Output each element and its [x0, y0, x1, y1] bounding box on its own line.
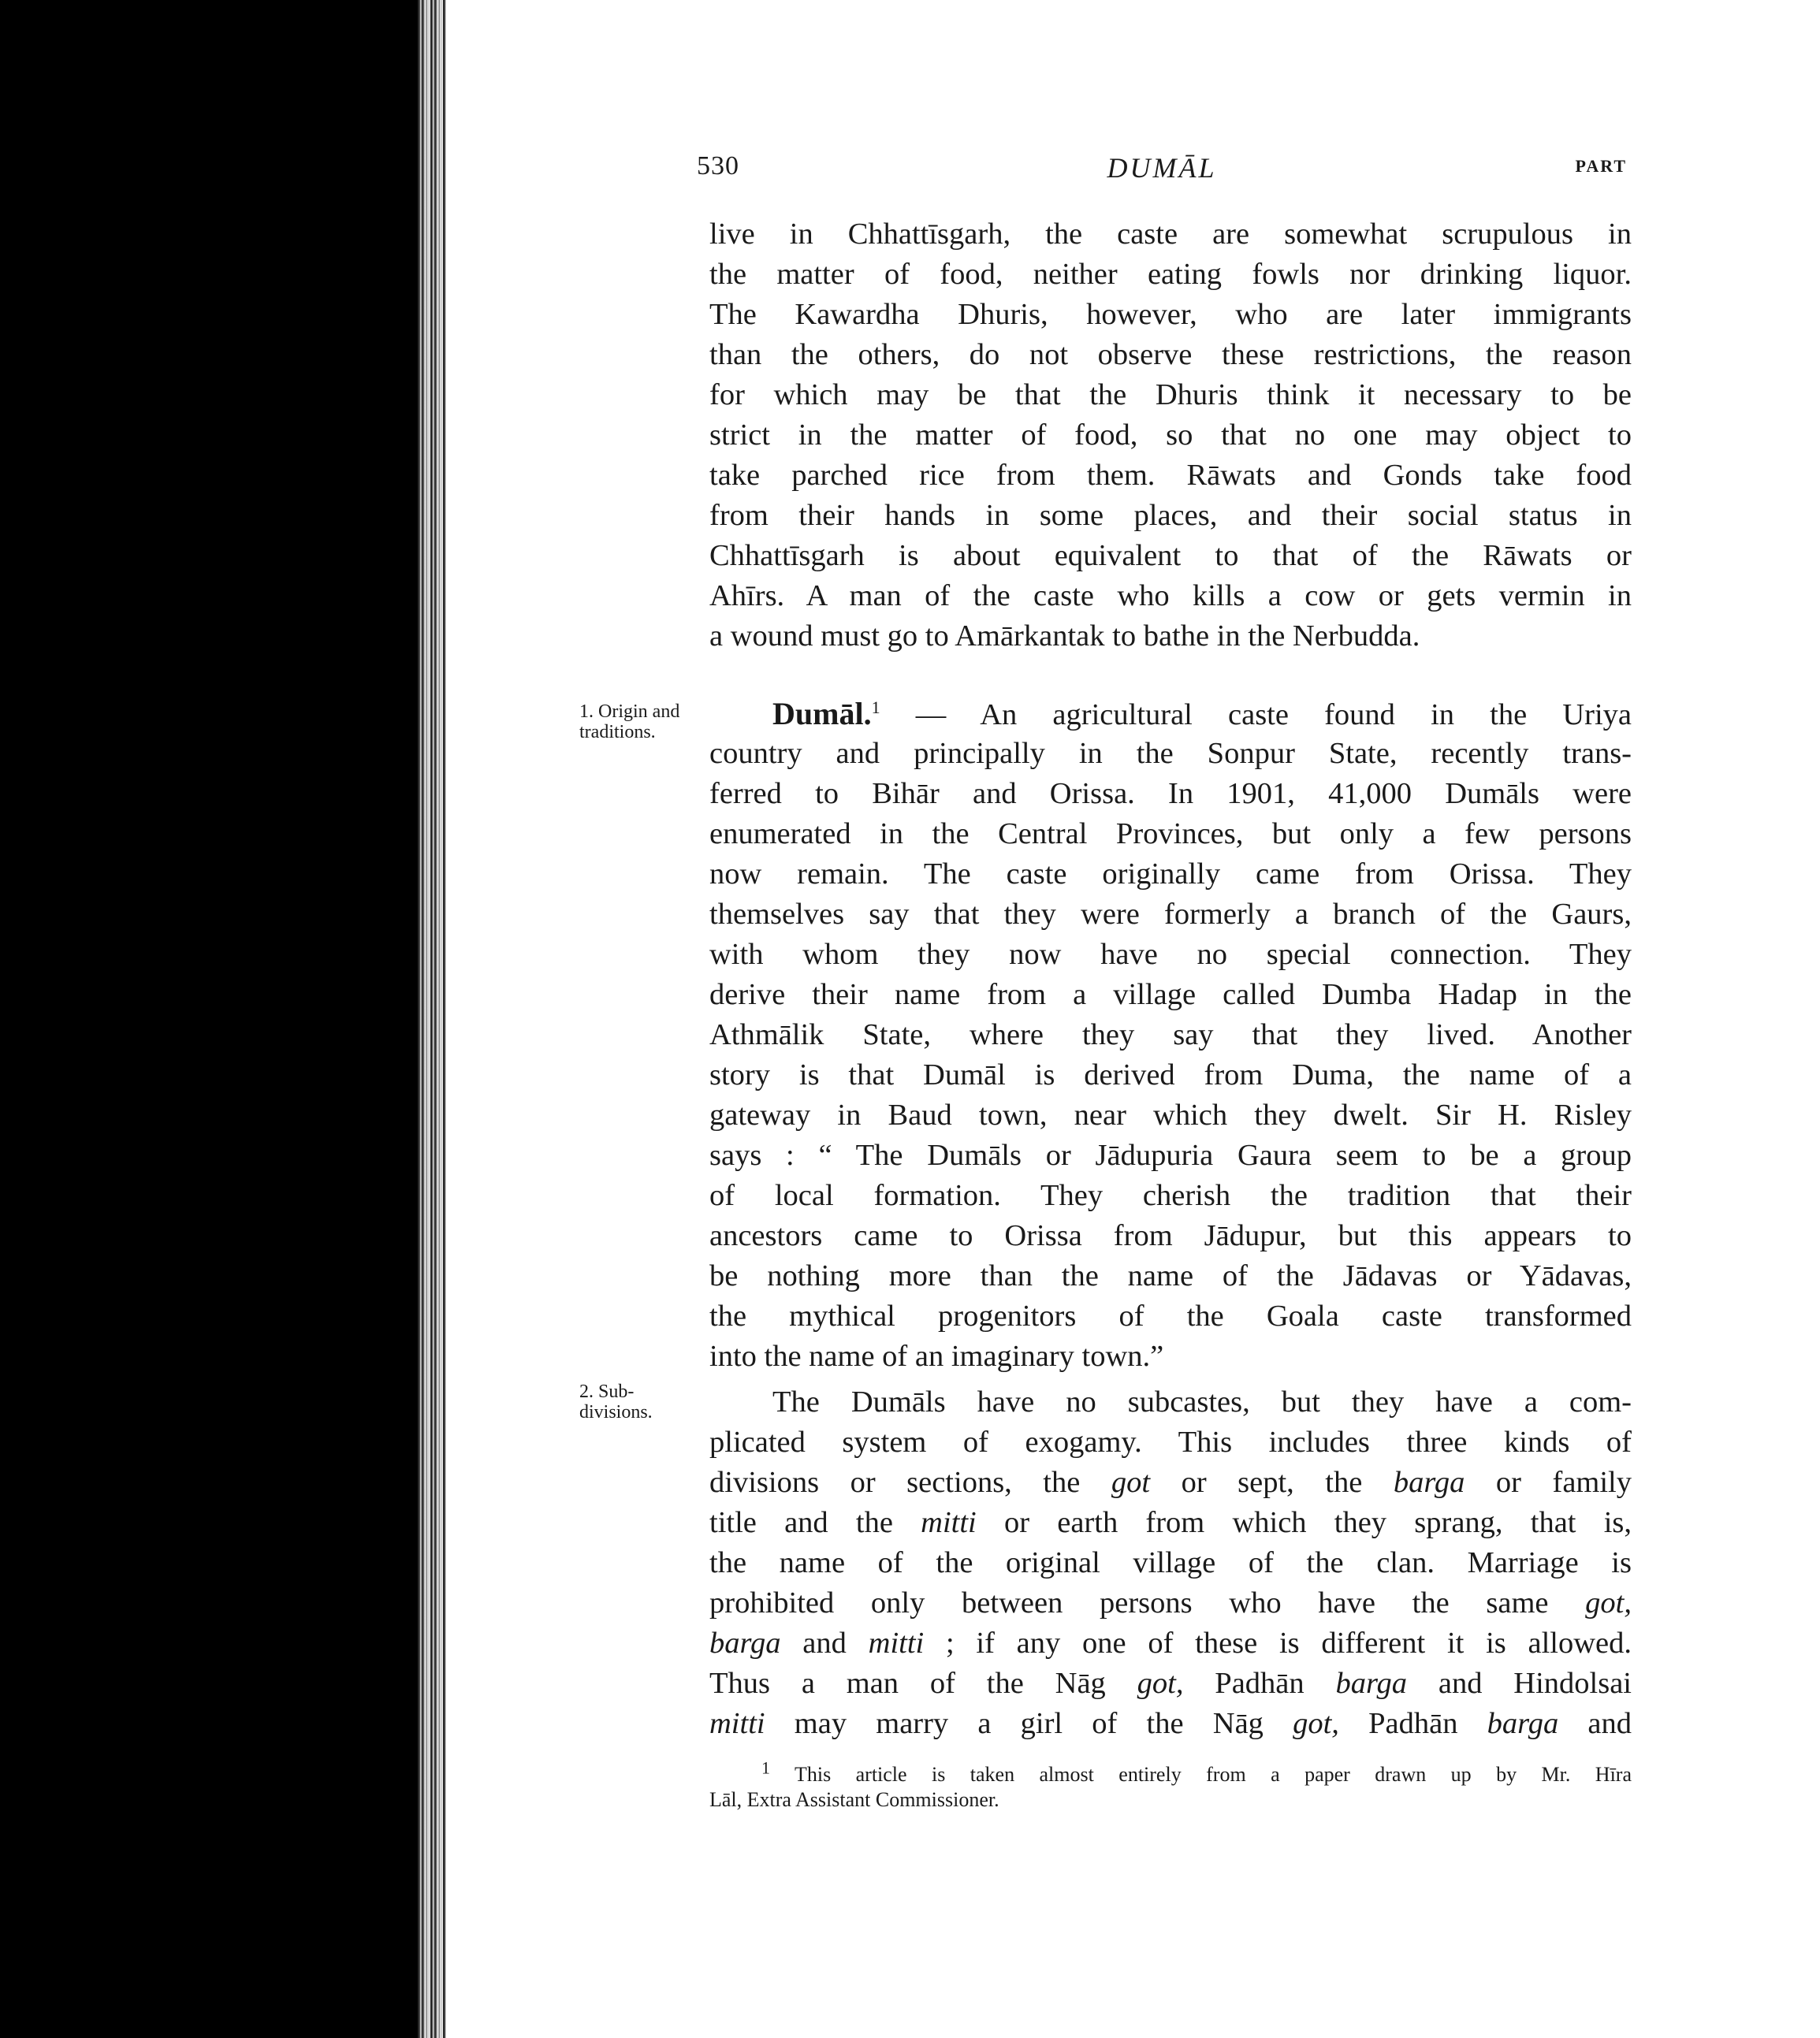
footnote-text: This article is taken almost entirely from a paper drawn up by Mr. Hīra: [770, 1763, 1632, 1786]
footnote-line: Lāl, Extra Assistant Commissioner.: [709, 1788, 999, 1811]
text-line: enumerated in the Central Provinces, but only a few persons: [709, 817, 1632, 850]
text-span: or earth from which they sprang, that is,: [976, 1506, 1632, 1539]
text-line: [709, 1503, 1632, 1543]
text-line: country and principally in the Sonpur State, recently trans-: [709, 737, 1632, 770]
text-span: plicated system of exogamy. This includes three kinds of: [709, 1426, 1632, 1459]
italic-term: barga: [1393, 1466, 1465, 1499]
text-line: Athmālik State, where they say that they lived. Another: [709, 1018, 1632, 1051]
text-span: The Dumāls have no subcastes, but they have a com-: [772, 1385, 1632, 1419]
text-line: strict in the matter of food, so that no one may object to: [709, 418, 1632, 452]
italic-term: barga: [1487, 1707, 1559, 1740]
text-line: the matter of food, neither eating fowls nor drinking liquor.: [709, 258, 1632, 291]
text-span: and: [780, 1627, 869, 1660]
text-span: may marry a girl of the Nāg: [765, 1707, 1293, 1740]
scan-gutter-shadow: [0, 0, 418, 2038]
text-span: prohibited only between persons who have the same: [709, 1586, 1586, 1620]
footnote-marker: 1: [761, 1757, 770, 1778]
text-line: [709, 1423, 1632, 1463]
text-line: from their hands in some places, and their social status in: [709, 499, 1632, 532]
text-line: Ahīrs. A man of the caste who kills a cow or gets vermin in: [709, 579, 1632, 612]
italic-term: got,: [1293, 1707, 1339, 1740]
italic-term: barga: [1335, 1667, 1408, 1700]
page-number: 530: [697, 151, 739, 180]
subdivisions-paragraph: [709, 1382, 1632, 1744]
footnote-line: [709, 1757, 1632, 1787]
text-line: derive their name from a village called Dumba Hadap in the: [709, 978, 1632, 1011]
italic-term: barga: [709, 1627, 781, 1660]
text-span: Padhān: [1338, 1707, 1487, 1740]
text-line: story is that Dumāl is derived from Duma, the name of a: [709, 1058, 1632, 1092]
text-span: or family: [1465, 1466, 1632, 1499]
italic-term: mitti: [868, 1627, 925, 1660]
italic-term: mitti: [921, 1506, 977, 1539]
text-line: than the others, do not observe these restrictions, the reason: [709, 338, 1632, 371]
running-part-label: PART: [1575, 156, 1627, 176]
text-span: title and the: [709, 1506, 921, 1539]
margin-note-subdivisions: 2. Sub-divisions.: [579, 1382, 653, 1423]
running-title: DUMĀL: [1107, 152, 1217, 184]
text-line: ferred to Bihār and Orissa. In 1901, 41,000 Dumāls were: [709, 777, 1632, 810]
paragraph-first-line: [709, 694, 1632, 734]
continued-paragraph: [709, 214, 1632, 656]
text-span: and Hindolsai: [1407, 1667, 1632, 1700]
text-line: gateway in Baud town, near which they dwelt. Sir H. Risley: [709, 1099, 1632, 1132]
text-line: says : “ The Dumāls or Jādupuria Gaura seem to be a group: [709, 1139, 1632, 1172]
italic-term: got,: [1585, 1586, 1632, 1620]
running-head: [697, 151, 1627, 192]
entry-headword: Dumāl.: [772, 696, 872, 731]
text-span: divisions or sections, the: [709, 1466, 1111, 1499]
text-line: [709, 1543, 1632, 1583]
italic-term: mitti: [709, 1707, 765, 1740]
text-span: ; if any one of these is different it is allowed.: [924, 1627, 1632, 1660]
text-line: into the name of an imaginary town.”: [709, 1340, 1164, 1373]
margin-note-origin: 1. Origin and traditions.: [579, 701, 680, 742]
text-span: the name of the original village of the clan. Marriage is: [709, 1546, 1632, 1579]
text-span: Thus a man of the Nāg: [709, 1667, 1137, 1700]
text-line: a wound must go to Amārkantak to bathe in the Nerbudda.: [709, 619, 1420, 653]
footnote-reference: 1: [871, 697, 880, 718]
text-line: The Kawardha Dhuris, however, who are later immigrants: [709, 298, 1632, 331]
text-line: [709, 1463, 1632, 1503]
text-line: the mythical progenitors of the Goala caste transformed: [709, 1300, 1632, 1333]
text-line: be nothing more than the name of the Jādavas or Yādavas,: [709, 1259, 1632, 1292]
text-line: [709, 1583, 1632, 1623]
text-line: take parched rice from them. Rāwats and Gonds take food: [709, 459, 1632, 492]
text-line: [709, 1382, 1632, 1423]
text-line: ancestors came to Orissa from Jādupur, but this appears to: [709, 1219, 1632, 1252]
text-line: [709, 1623, 1632, 1664]
text-span: and: [1558, 1707, 1632, 1740]
text-span: or sept, the: [1150, 1466, 1394, 1499]
italic-term: got,: [1137, 1667, 1184, 1700]
text-line: for which may be that the Dhuris think it necessary to be: [709, 378, 1632, 411]
dumal-article-paragraph: [709, 694, 1632, 1377]
italic-term: got: [1111, 1466, 1151, 1499]
scan-gutter-edge: [418, 0, 446, 2038]
text-span: Padhān: [1183, 1667, 1336, 1700]
text-line: [709, 1704, 1632, 1744]
text-line: live in Chhattīsgarh, the caste are somewhat scrupulous in: [709, 218, 1632, 251]
footnote: [709, 1757, 1632, 1813]
text-line: now remain. The caste originally came from Orissa. They: [709, 857, 1632, 891]
text-line: with whom they now have no special connection. They: [709, 938, 1632, 971]
text-line: of local formation. They cherish the tradition that their: [709, 1179, 1632, 1212]
text-line: themselves say that they were formerly a branch of the Gaurs,: [709, 898, 1632, 931]
text-line: [709, 1664, 1632, 1704]
paragraph-first-line-text: — An agricultural caste found in the Uriya: [880, 698, 1632, 731]
text-line: Chhattīsgarh is about equivalent to that of the Rāwats or: [709, 539, 1632, 572]
